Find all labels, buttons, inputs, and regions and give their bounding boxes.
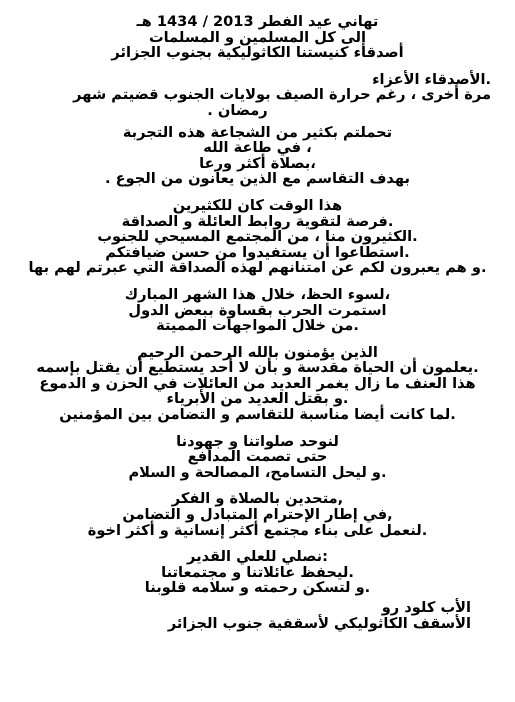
text-line: .لنعمل على بناء مجتمع أكثر إنسانية و أكثر اخوة bbox=[87, 521, 428, 539]
paragraph-believers bbox=[24, 345, 491, 423]
text-line: استمرت الحرب بقساوة ببعض الدول bbox=[128, 301, 387, 319]
text-line: بهدف التقاسم مع الذين يعانون من الجوع . bbox=[105, 170, 410, 188]
text-line: هذا العنف ما زال يغمر العديد من العائلات في الحزن و الدموع bbox=[39, 374, 476, 392]
text-line: .و هم يعبرون لكم عن امتنانهم لهذه الصداقة التي عبرتم لهم بها bbox=[28, 259, 487, 277]
recipients-line: أصدقاء كنيستنا الكاثوليكية بجنوب الجزائر bbox=[111, 44, 404, 62]
text-line: ,في إطار الإحترام المتبادل و التضامن bbox=[122, 506, 393, 524]
paragraph-friendship bbox=[24, 198, 491, 276]
greeting-title: تهاني عيد الفطر 2013 / 1434 هـ bbox=[136, 13, 379, 30]
text-line: .و بقتل العديد من الأبرياء bbox=[166, 390, 349, 408]
letter-header bbox=[24, 14, 491, 61]
text-line: .لما كانت أيضا مناسبة للتقاسم و التضامن بين المؤمنين bbox=[59, 406, 456, 424]
text-line: .من خلال المواجهات المميتة bbox=[156, 317, 359, 335]
signatory-title: الأسقف الكاثوليكي لأسقفية جنوب الجزائر bbox=[167, 614, 471, 632]
text-line: .و لتسكن رحمته و سلامه قلوبنا bbox=[144, 579, 371, 597]
text-line: تحملتم بكثير من الشجاعة هذه التجربة bbox=[122, 123, 393, 141]
paragraph-prayer bbox=[24, 549, 491, 596]
text-line: .الكثيرون منا ، من المجتمع المسيحي للجنوب bbox=[97, 228, 418, 246]
text-line: لنوحد صلواتنا و جهودنا bbox=[176, 432, 339, 450]
paragraph-courage bbox=[24, 125, 491, 187]
text-line: حتى تصمت المدافع bbox=[187, 448, 328, 466]
salutation: .الأصدقاء الأعزاء bbox=[372, 70, 491, 88]
text-line: .استطاعوا أن يستفيدوا من حسن ضيافتكم bbox=[105, 243, 410, 261]
text-line: رمضان . bbox=[207, 101, 268, 119]
text-line: ،لسوء الحظ، خلال هذا الشهر المبارك bbox=[124, 285, 391, 303]
text-line: .يعلمون أن الحياة مقدسة و بأن لا أحد يستطيع أن يقتل بإسمه bbox=[36, 359, 479, 377]
signatory-name: الأب كلود رو bbox=[381, 599, 471, 616]
text-line: مرة أخرى ، رغم حرارة الصيف بولايات الجنوب قضيتم شهر bbox=[73, 86, 491, 104]
recipients-line: إلى كل المسلمين و المسلمات bbox=[148, 28, 367, 46]
text-line: الذين يؤمنون بالله الرحمن الرحيم bbox=[137, 343, 378, 361]
text-line: :نصلي للعلي القدير bbox=[187, 548, 328, 566]
paragraph-war bbox=[24, 287, 491, 334]
text-line: هذا الوقت كان للكثيرين bbox=[172, 196, 343, 214]
text-line: ،بصلاة أكثر ورعا bbox=[199, 154, 316, 172]
text-line: ,متحدين بالصلاة و الفكر bbox=[171, 490, 344, 508]
paragraph-unity bbox=[24, 491, 491, 538]
text-line: .و ليحل التسامح، المصالحة و السلام bbox=[128, 463, 387, 481]
paragraph-opening bbox=[24, 72, 491, 119]
text-line: .ليحفظ عائلاتنا و مجتمعاتنا bbox=[161, 563, 354, 581]
text-line: .فرصة لتقوية روابط العائلة و الصداقة bbox=[121, 212, 394, 230]
text-line: ، في طاعة الله bbox=[203, 139, 312, 157]
signature-block bbox=[24, 600, 491, 631]
paragraph-peace bbox=[24, 434, 491, 481]
